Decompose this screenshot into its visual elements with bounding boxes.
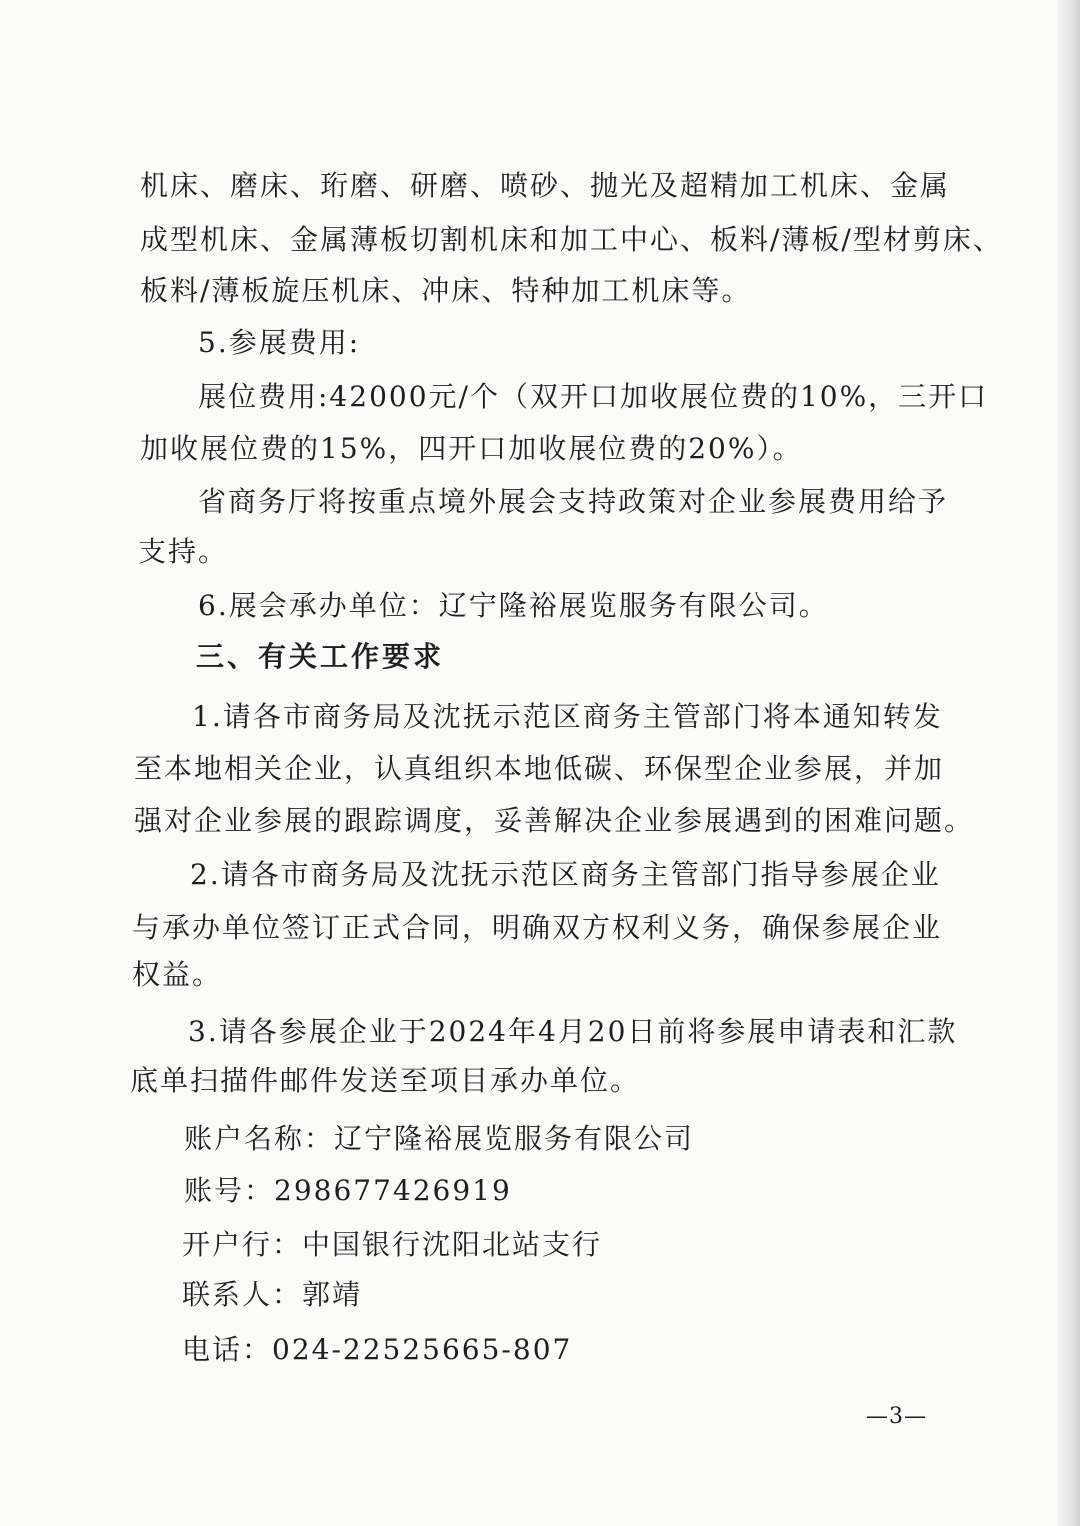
contact-person-line: 联系人：郭靖	[182, 1278, 363, 1311]
body-line: 加收展位费的15%，四开口加收展位费的20%）。	[140, 432, 803, 465]
body-line: 强对企业参展的跟踪调度，妥善解决企业参展遇到的困难问题。	[134, 804, 975, 837]
body-line: 省商务厅将按重点境外展会支持政策对企业参展费用给予	[198, 485, 949, 518]
section-item-title: 5.参展费用:	[198, 326, 361, 359]
section-heading: 三、有关工作要求	[196, 640, 445, 673]
body-line: 支持。	[138, 535, 229, 568]
account-number-line: 账号：298677426919	[184, 1174, 512, 1207]
body-line: 与承办单位签订正式合同，明确双方权利义务，确保参展企业	[132, 911, 943, 944]
phone-line: 电话：024-22525665-807	[182, 1333, 573, 1366]
body-line: 机床、磨床、珩磨、研磨、喷砂、抛光及超精加工机床、金属	[140, 169, 951, 202]
body-line: 2.请各市商务局及沈抚示范区商务主管部门指导参展企业	[190, 858, 941, 891]
account-name-line: 账户名称：辽宁隆裕展览服务有限公司	[184, 1122, 695, 1155]
body-line: 展位费用:42000元/个（双开口加收展位费的10%，三开口	[198, 380, 989, 413]
body-line: 板料/薄板旋压机床、冲床、特种加工机床等。	[140, 274, 752, 307]
bank-line: 开户行：中国银行沈阳北站支行	[182, 1228, 603, 1261]
page-number: —3—	[866, 1404, 927, 1429]
body-line: 3.请各参展企业于2024年4月20日前将参展申请表和汇款	[188, 1015, 958, 1048]
body-line: 成型机床、金属薄板切割机床和加工中心、板料/薄板/型材剪床、	[140, 223, 1003, 256]
body-line: 1.请各市商务局及沈抚示范区商务主管部门将本通知转发	[192, 700, 943, 733]
body-line: 权益。	[132, 958, 223, 991]
scanned-page-edge	[1058, 0, 1080, 1526]
body-line: 至本地相关企业，认真组织本地低碳、环保型企业参展，并加	[134, 752, 945, 785]
section-item-title: 6.展会承办单位：辽宁隆裕展览服务有限公司。	[198, 589, 829, 622]
body-line: 底单扫描件邮件发送至项目承办单位。	[130, 1064, 641, 1097]
